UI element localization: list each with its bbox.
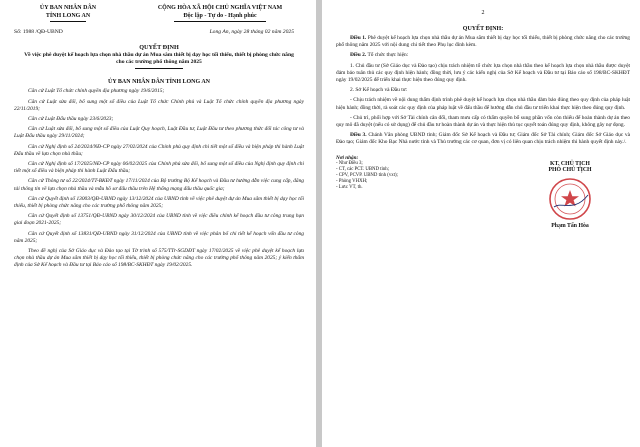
official-seal-icon xyxy=(548,177,592,221)
article-2-item-1: 1. Chủ đầu tư (Sở Giáo dục và Đào tạo) chịu trách nhiệm tổ chức lựa chọn nhà thầu theo kế hoạch lựa chọn nhà thầu được duyệt đảm bảo tuân thủ các quy định hiện hành; đồng thời, lưu ý các kiến nghị của Sở Kế hoạch và Đầu tư tại Báo cáo số 198/BC-SKHĐT ngày 19/02/2025 để triển khai thực hiện theo đúng quy định. xyxy=(336,62,630,84)
legal-basis-6: Căn cứ Nghị định số 17/2025/NĐ-CP ngày 06/02/2025 của Chính phủ sửa đổi, bổ sung một số điều của Nghị định quy định chi tiết một số điều và biện pháp thi hành Luật Đấu thầu; xyxy=(14,161,304,175)
article-1-label: Điều 1. xyxy=(350,35,367,41)
legal-basis-4: Căn cứ Luật sửa đổi, bổ sung một số điều của Luật Quy hoạch, Luật Đầu tư, Luật Đầu tư theo phương thức đối tác công tư và Luật Đấu thầu ngày 29/11/2024; xyxy=(14,126,304,140)
recipient-item: - Phòng VHXH; xyxy=(336,178,368,184)
document-meta xyxy=(14,29,304,35)
legal-basis-8: Căn cứ Quyết định số 13003/QĐ-UBND ngày 13/12/2024 của UBND tỉnh về việc phê duyệt dự án Mua sắm thiết bị dạy học tối thiểu, thiết bị phòng chức năng cho các trường phổ thông năm 2025; xyxy=(14,195,304,210)
title-divider xyxy=(135,68,183,69)
legal-basis-10: Căn cứ Quyết định số 13831/QĐ-UBND ngày 31/12/2024 của UBND tỉnh về việc phân bổ chi tiết kế hoạch vốn đầu tư công năm 2025; xyxy=(14,230,304,244)
sign-title-2: PHÓ CHỦ TỊCH xyxy=(548,166,592,173)
document-page-2 xyxy=(322,0,640,447)
document-subtitle: Về việc phê duyệt kế hoạch lựa chọn nhà thầu dự án Mua sắm thiết bị dạy học tối thiểu, thiết bị phòng chức năng cho các trường phổ thông năm 2025 xyxy=(24,52,294,66)
recipient-item: - CT, các PCT. UBND tỉnh; xyxy=(336,166,389,172)
legal-basis-7: Căn cứ Thông tư số 22/2024/TT-BKĐT ngày 17/11/2024 của Bộ trưởng Bộ Kế hoạch và Đầu tư hướng dẫn việc cung cấp, đăng tải thông tin về lựa chọn nhà thầu và mẫu hồ sơ đấu thầu trên Hệ thống mạng đấu thầu quốc gia; xyxy=(14,178,304,192)
document-number: Số: 1988 /QĐ-UBND xyxy=(14,29,63,35)
recipients-block xyxy=(336,155,456,229)
agency-line-1: ỦY BAN NHÂN DÂN xyxy=(39,5,97,11)
legal-basis-5: Căn cứ Nghị định số 24/2024/NĐ-CP ngày 27/02/2024 của Chính phủ quy định chi tiết một số điều và biện pháp thi hành Luật Đấu thầu về lựa chọn nhà thầu; xyxy=(14,143,304,157)
document-footer xyxy=(336,155,630,229)
article-2-label: Điều 2. xyxy=(350,52,367,59)
article-2-item-2b: - Chủ trì, phối hợp với Sở Tài chính cân đối, tham mưu cấp có thẩm quyền bổ sung phần vốn còn thiếu để hoàn thành dự án theo quy mô đã duyệt (nếu có sử dụng) để chủ đầu tư hoàn thành dự án và thực hiện thủ tục quyết toán đúng quy định, không gây nợ đọng. xyxy=(336,114,630,129)
recipient-item: - CPV, PCVP. UBND tỉnh (vxt); xyxy=(336,172,398,178)
legal-basis-9: Căn cứ Quyết định số 13751/QĐ-UBND ngày 30/12/2024 của UBND tỉnh về việc điều chỉnh kế hoạch đầu tư công trung hạn giai đoạn 2021-2025; xyxy=(14,213,304,227)
issuing-agency xyxy=(14,4,122,22)
motto-line-1: CỘNG HÒA XÃ HỘI CHỦ NGHĨA VIỆT NAM xyxy=(157,5,283,11)
article-1-text: Phê duyệt kế hoạch lựa chọn nhà thầu dự án Mua sắm thiết bị dạy học tối thiểu, thiết bị phòng chức năng cho các trường phổ thông năm 2025 với nội dung chi tiết theo Phụ lục đính kèm. xyxy=(336,35,630,49)
decides-heading: QUYẾT ĐỊNH: xyxy=(462,26,504,32)
article-2-text: Tổ chức thực hiện: xyxy=(366,52,409,59)
recipient-item: - Như Điều 3; xyxy=(336,160,363,166)
recipients-label: Nơi nhận: xyxy=(336,154,359,161)
proposal-basis: Theo đề nghị của Sở Giáo dục và Đào tạo tại Tờ trình số 575/TTr-SGDĐT ngày 17/02/2025 về việc phê duyệt kế hoạch lựa chọn nhà thầu dự án Mua sắm thiết bị dạy học tối thiểu, thiết bị phòng chức năng cho các trường phổ thông năm 2025; ý kiến thẩm định của Sở Kế hoạch và Đầu tư tại Báo cáo số 198/BC-SKHĐT ngày 19/02/2025. xyxy=(14,248,304,269)
article-3-label: Điều 3. xyxy=(350,132,367,139)
legal-basis-3: Căn cứ Luật Đấu thầu ngày 23/6/2023; xyxy=(28,116,114,123)
legal-basis-1: Căn cứ Luật Tổ chức chính quyền địa phương ngày 19/6/2015; xyxy=(28,88,165,95)
agency-line-2: TỈNH LONG AN xyxy=(45,13,91,19)
document-page-1 xyxy=(0,0,316,447)
sign-title-1: KT. CHỦ TỊCH xyxy=(550,160,590,167)
motto-line-2: Độc lập - Tự do - Hạnh phúc xyxy=(183,13,257,19)
motto-underline xyxy=(174,21,266,22)
agency-underline xyxy=(50,21,86,22)
article-2-item-2: 2. Sở Kế hoạch và Đầu tư: xyxy=(350,87,408,94)
document-date: Long An, ngày 28 tháng 02 năm 2025 xyxy=(209,29,294,35)
article-3-text: Chánh Văn phòng UBND tỉnh; Giám đốc Sở Kế hoạch và Đầu tư; Giám đốc Sở Tài chính; Giám đốc Sở Giáo dục và Đào tạo; Giám đốc Kho Bạc Nhà nước tỉnh và Thủ trưởng các cơ quan, đơn vị có liên quan chịu trách nhiệm thi hành quyết định này./. xyxy=(336,132,630,146)
article-2-item-2a: - Chịu trách nhiệm về nội dung thẩm định trình phê duyệt kế hoạch lựa chọn nhà thầu đảm bảo đúng theo quy định của pháp luật hiện hành; đồng thời, rà soát các quy định của pháp luật về đấu thầu để hướng dẫn chủ đầu tư triển khai thực hiện theo đúng quy định. xyxy=(336,97,630,111)
signature-block xyxy=(510,155,630,229)
recipient-item: - Lưu: VT, th. xyxy=(336,184,363,190)
signer-name: Phạm Tấn Hòa xyxy=(551,222,589,229)
issuing-authority: ỦY BAN NHÂN DÂN TỈNH LONG AN xyxy=(107,79,210,86)
page-number: 2 xyxy=(481,10,485,16)
article-3 xyxy=(336,132,630,146)
legal-basis-2: Căn cứ Luật sửa đổi, bổ sung một số điều của Luật Tổ chức Chính phủ và Luật Tổ chức chính quyền địa phương ngày 22/11/2019; xyxy=(14,98,304,112)
article-1 xyxy=(336,35,630,49)
national-motto xyxy=(136,4,304,22)
document-header xyxy=(14,4,304,22)
article-2 xyxy=(336,52,630,59)
document-title: QUYẾT ĐỊNH xyxy=(139,44,179,51)
